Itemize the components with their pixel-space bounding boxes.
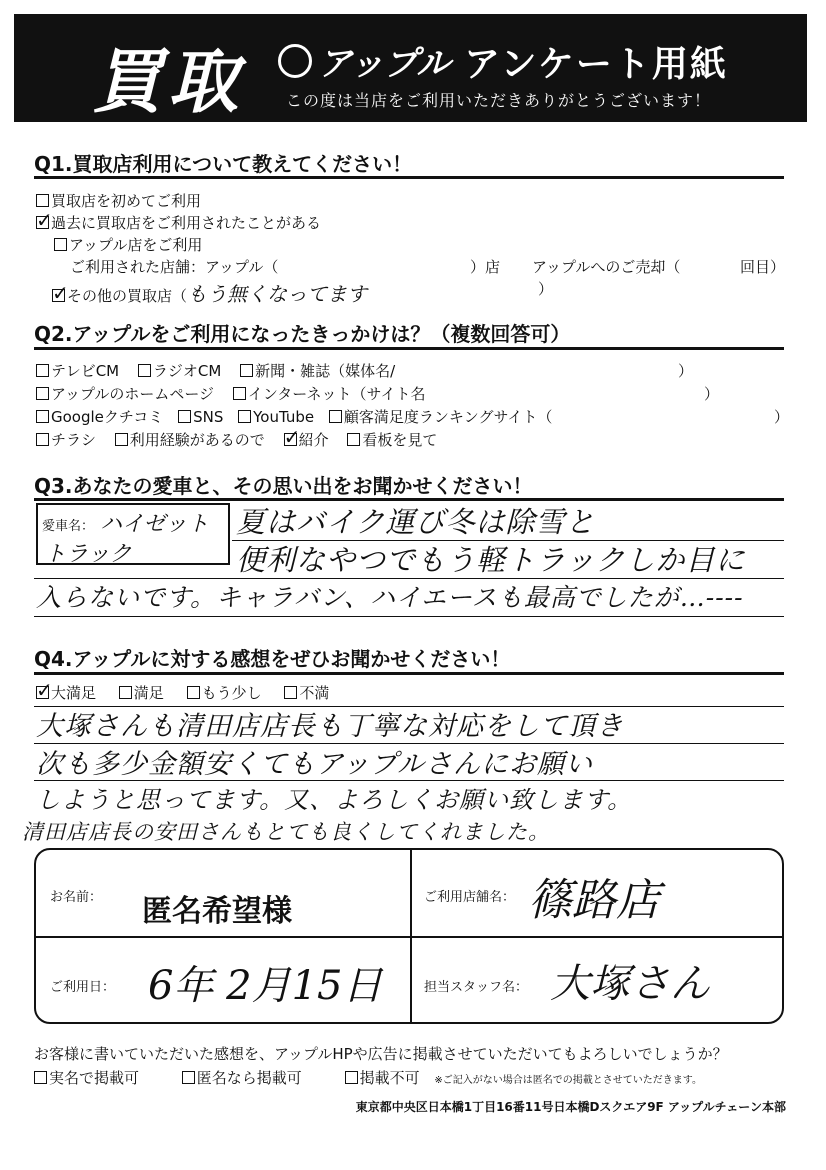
q1-other-answer: もう無くなってます [187,282,368,306]
name-value[interactable]: 匿名希望様 [142,894,292,929]
q2-experience-checkbox[interactable] [115,433,128,446]
date-value[interactable]: 6年 2月15日 [148,963,383,1009]
q4-somewhat-checkbox[interactable] [187,686,200,699]
q3-title: Q3.あなたの愛車と、その思い出をお聞かせください！ [34,474,533,498]
publish-permission-question: お客様に書いていただいた感想を、アップルHPや広告に掲載させていただいてもよろしいでしょうか？ [34,1045,728,1063]
q2-homepage[interactable]: アップルのホームページ [36,385,214,403]
q1-title: Q1.買取店利用について教えてください！ [34,152,413,176]
q2-introduction[interactable]: ✓ 紹介 [284,431,329,449]
car-name-line-2: トラック [44,542,132,567]
q4-somewhat[interactable]: もう少し [187,684,262,702]
q1-option-apple[interactable]: アップル店をご利用 [54,234,202,255]
q2-introduction-checkbox[interactable] [284,433,297,446]
q4-dissatisfied[interactable]: 不満 [284,684,329,702]
q1-apple-checkbox[interactable] [54,238,67,251]
car-name-label: 愛車名： [42,519,95,534]
hq-address: 東京都中央区日本橋1丁目16番11号日本橋Dスクエア9F アップルチェーン本部 [355,1100,786,1114]
q1-past-checkbox[interactable] [36,216,49,229]
publish-real-name[interactable]: 実名で掲載可 [34,1069,139,1087]
q2-row-2 [36,383,425,404]
store-label: ご利用店舗名： [424,890,516,905]
q1-store-used-field[interactable]: ご利用された店舗：アップル（ [70,258,279,276]
store-value[interactable]: 篠路店 [528,875,660,926]
q4-comment-line-4: 清田店店長の安田さんもとても良くしてくれました。 [22,820,550,844]
car-name-box[interactable] [36,503,230,565]
q1-store-used-suffix: ）店 [470,258,501,276]
q2-news-checkbox[interactable] [240,364,253,377]
q2-signboard-checkbox[interactable] [347,433,360,446]
q4-very-satisfied-checkbox[interactable] [36,686,49,699]
q2-homepage-checkbox[interactable] [36,387,49,400]
q2-tv[interactable]: テレビCM [36,362,119,380]
q2-news[interactable]: 新聞・雑誌（媒体名/ [240,362,395,380]
q2-row-3 [36,406,552,427]
publish-note: ※ご記入がない場合は匿名での掲載とさせていただきます。 [434,1075,702,1086]
q3-memory-line-1: 夏はバイク運び冬は除雪と [236,505,596,539]
q2-google-checkbox[interactable] [36,410,49,423]
apple-logo-icon [278,44,312,78]
q1-divider [34,176,784,179]
q2-internet-checkbox[interactable] [233,387,246,400]
q2-title: Q2.アップルをご利用になったきっかけは？（複数回答可） [34,322,571,346]
q2-ranking-close: ） [774,408,790,426]
publish-none-checkbox[interactable] [345,1071,358,1084]
date-label: ご利用日： [50,980,116,995]
car-name-line-1: ハイゼット [100,512,209,537]
customer-info-box [34,848,784,1024]
q1-first-checkbox[interactable] [36,194,49,207]
q4-divider [34,672,784,675]
staff-label: 担当スタッフ名： [424,980,529,995]
publish-anonymous-checkbox[interactable] [182,1071,195,1084]
q2-flyer-checkbox[interactable] [36,433,49,446]
q2-news-close: ） [678,362,694,380]
publish-real-name-checkbox[interactable] [34,1071,47,1084]
q2-google[interactable]: Googleクチコミ [36,408,163,426]
q1-option-first[interactable]: 買取店を初めてご利用 [36,190,201,211]
q3-write-line-3 [34,616,784,617]
publish-anonymous[interactable]: 匿名なら掲載可 [182,1069,302,1087]
q2-signboard[interactable]: 看板を見て [347,431,437,449]
q1-sale-count-suffix: 回目） [740,258,786,276]
q4-comment-line-2: 次も多少金額安くてもアップルさんにお願い [36,749,594,780]
publish-none[interactable]: 掲載不可 [345,1069,420,1087]
q4-satisfaction-options [36,682,329,703]
header-banner [14,14,807,122]
q4-comment-line-3: しようと思ってます。又、よろしくお願い致します。 [36,786,633,814]
q2-radio[interactable]: ラジオCM [138,362,221,380]
q2-tv-checkbox[interactable] [36,364,49,377]
form-title: アンケート用紙 [464,44,728,85]
name-label: お名前： [50,890,103,905]
q2-internet[interactable]: インターネット（サイト名 [233,385,426,403]
q2-youtube-checkbox[interactable] [238,410,251,423]
q4-satisfied-checkbox[interactable] [119,686,132,699]
q2-divider [34,347,784,350]
q1-other-close: ） [538,280,554,298]
q4-very-satisfied[interactable]: ✓大満足 [36,684,96,702]
info-divider-horizontal [36,936,782,938]
q3-memory-line-3: 入らないです。キャラバン、ハイエースも最高でしたが…---- [36,583,744,612]
q2-ranking-checkbox[interactable] [329,410,342,423]
q2-row-4 [36,429,437,450]
q2-ranking[interactable]: 顧客満足度ランキングサイト（ [329,408,553,426]
q2-sns[interactable]: SNS [178,408,223,426]
q3-memory-line-2: 便利なやつでもう軽トラックしか目に [236,543,746,577]
q2-flyer[interactable]: チラシ [36,431,96,449]
q1-option-past[interactable]: ✓過去に買取店をご利用されたことがある [36,212,321,233]
q4-title: Q4.アップルに対する感想をぜひお聞かせください！ [34,647,511,671]
q2-radio-checkbox[interactable] [138,364,151,377]
q2-sns-checkbox[interactable] [178,410,191,423]
brand-name: アップル [318,44,451,84]
staff-value[interactable]: 大塚さん [550,961,710,1007]
thanks-message: この度は当店をご利用いただきありがとうございます！ [286,91,712,110]
q4-dissatisfied-checkbox[interactable] [284,686,297,699]
q2-internet-close: ） [704,385,720,403]
q2-youtube[interactable]: YouTube [238,408,314,426]
q4-comment-line-1: 大塚さんも清田店店長も丁寧な対応をして頂き [36,711,624,742]
kaitori-title: 買取 [92,41,244,123]
q1-other-checkbox[interactable] [52,289,65,302]
publish-permission-options [34,1067,794,1088]
q1-sale-count-prefix: アップルへのご売却（ [532,258,681,276]
q2-experience[interactable]: 利用経験があるので [115,431,265,449]
q4-satisfied[interactable]: 満足 [119,684,164,702]
q1-option-other[interactable]: ✓その他の買取店（もう無くなってます [52,278,367,307]
q2-row-1 [36,360,395,381]
